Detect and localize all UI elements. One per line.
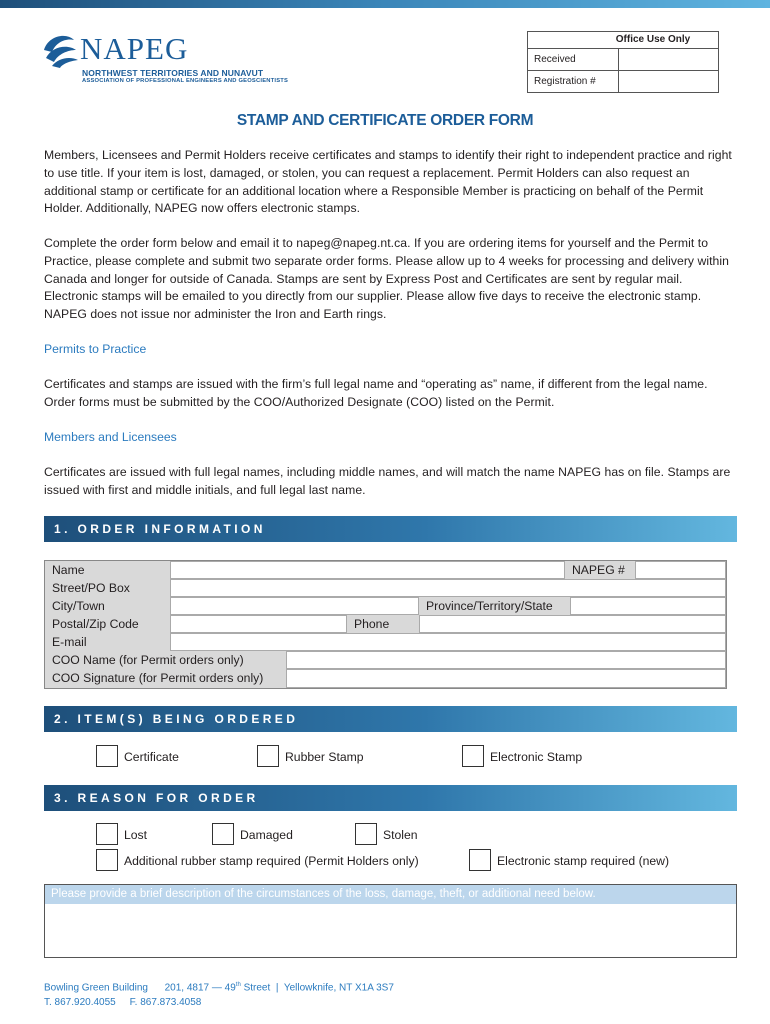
name-label: Name <box>45 561 170 579</box>
lost-checkbox[interactable] <box>96 823 118 845</box>
lost-label: Lost <box>124 828 148 842</box>
phone-label: Phone <box>347 615 419 633</box>
certificate-label: Certificate <box>124 750 179 764</box>
province-label: Province/Territory/State <box>419 597 570 615</box>
coo-name-label: COO Name (for Permit orders only) <box>45 651 286 669</box>
electronic-stamp-label: Electronic Stamp <box>490 750 583 764</box>
footer-address: Bowling Green Building 201, 4817 — 49th Street | Yellowknife, NT X1A 3S7 <box>44 982 394 994</box>
received-label: Received <box>528 49 619 70</box>
damaged-label: Damaged <box>240 828 293 842</box>
street-input[interactable] <box>170 579 726 597</box>
coo-name-input[interactable] <box>286 651 726 669</box>
footer-building: Bowling Green Building <box>44 982 148 994</box>
description-box <box>44 884 737 958</box>
postal-code-input[interactable] <box>170 615 347 633</box>
footer-street-number: 201, 4817 — 49 <box>164 982 236 994</box>
aurora-wave-icon <box>40 30 80 70</box>
postal-code-label: Postal/Zip Code <box>45 615 170 633</box>
coo-signature-input[interactable] <box>286 669 726 688</box>
province-input[interactable] <box>570 597 726 615</box>
logo-subtitle-2: ASSOCIATION OF PROFESSIONAL ENGINEERS AND GEOSCIENTISTS <box>82 78 289 84</box>
city-label: City/Town <box>45 597 170 615</box>
section-order-information: 1. ORDER INFORMATION <box>44 516 737 542</box>
logo-wordmark: NAPEG <box>80 31 189 66</box>
footer-telephone: T. 867.920.4055 <box>44 997 116 1008</box>
registration-field[interactable] <box>619 71 718 93</box>
napeg-number-label: NAPEG # <box>565 561 635 579</box>
description-textarea[interactable] <box>45 904 736 957</box>
description-prompt: Please provide a brief description of the circumstances of the loss, damage, theft, or additional need below. <box>45 885 736 904</box>
section-items-ordered: 2. ITEM(S) BEING ORDERED <box>44 706 737 732</box>
coo-signature-label: COO Signature (for Permit orders only) <box>45 669 286 688</box>
reason-checkbox-row-1 <box>0 823 770 847</box>
additional-rubber-stamp-label: Additional rubber stamp required (Permit Holders only) <box>124 854 419 868</box>
intro-paragraph-2: Complete the order form below and email it to napeg@napeg.nt.ca. If you are ordering items for yourself and the Permit to Practice, please complete and submit two separate order forms. Please allow up to 4 weeks for processing and delivery within Canada and longer for outside of Canada. Stamps are sent by Express Post and Certificates are sent by regular mail. Electronic stamps will be emailed to you directly from our supplier. Please allow five days to receive the electronic stamp. NAPEG does not issue nor administer the Iron and Earth rings. <box>44 236 729 322</box>
stolen-checkbox[interactable] <box>355 823 377 845</box>
office-use-box <box>527 31 719 93</box>
office-received-row <box>528 49 718 71</box>
form-title: STAMP AND CERTIFICATE ORDER FORM <box>236 112 534 129</box>
napeg-number-input[interactable] <box>635 561 726 579</box>
section-reason-for-order: 3. REASON FOR ORDER <box>44 785 737 811</box>
footer-street: Street <box>243 982 271 994</box>
email-label: E-mail <box>45 633 170 651</box>
footer-contact <box>44 997 201 1008</box>
members-paragraph: Certificates are issued with full legal names, including middle names, and will match the name NAPEG has on file. Stamps are issued with first and middle initials, and full legal last name. <box>44 465 731 497</box>
city-input[interactable] <box>170 597 419 615</box>
intro-paragraph-1: Members, Licensees and Permit Holders receive certificates and stamps to identify their right to independent practice and right to use title. If your item is lost, damaged, or stolen, you can request a replacement. Permit Holders can also request an additional stamp or certificate for an additional location where a Responsible Member is practicing on behalf of the Permit Holder. Additionally, NAPEG now offers electronic stamps. <box>44 148 732 216</box>
name-input[interactable] <box>170 561 565 579</box>
certificate-checkbox[interactable] <box>96 745 118 767</box>
footer-street-suffix: th <box>235 982 241 988</box>
rubber-stamp-checkbox[interactable] <box>257 745 279 767</box>
logo-subtitle-1: NORTHWEST TERRITORIES AND NUNAVUT <box>82 68 264 78</box>
electronic-stamp-new-checkbox[interactable] <box>469 849 491 871</box>
office-registration-row <box>528 71 718 93</box>
items-checkbox-row <box>0 745 770 769</box>
damaged-checkbox[interactable] <box>212 823 234 845</box>
registration-label: Registration # <box>528 71 619 93</box>
office-use-title: Office Use Only <box>528 32 718 49</box>
top-accent-bar <box>0 0 770 8</box>
email-input[interactable] <box>170 633 726 651</box>
members-heading: Members and Licensees <box>44 430 177 444</box>
stolen-label: Stolen <box>383 828 418 842</box>
additional-rubber-stamp-checkbox[interactable] <box>96 849 118 871</box>
electronic-stamp-new-label: Electronic stamp required (new) <box>497 854 670 868</box>
permits-heading: Permits to Practice <box>44 342 147 356</box>
permits-paragraph: Certificates and stamps are issued with the firm’s full legal name and “operating as” name, if different from the legal name. Order forms must be submitted by the COO/Authorized Designate (COO) listed on the Permit. <box>44 377 708 409</box>
rubber-stamp-label: Rubber Stamp <box>285 750 364 764</box>
received-field[interactable] <box>619 49 718 70</box>
footer-city: Yellowknife, NT X1A 3S7 <box>283 982 394 994</box>
electronic-stamp-checkbox[interactable] <box>462 745 484 767</box>
footer-fax: F. 867.873.4058 <box>129 997 202 1008</box>
phone-input[interactable] <box>419 615 726 633</box>
reason-checkbox-row-2 <box>0 849 770 873</box>
order-information-table <box>44 560 727 689</box>
napeg-logo <box>40 30 300 90</box>
street-label: Street/PO Box <box>45 579 170 597</box>
